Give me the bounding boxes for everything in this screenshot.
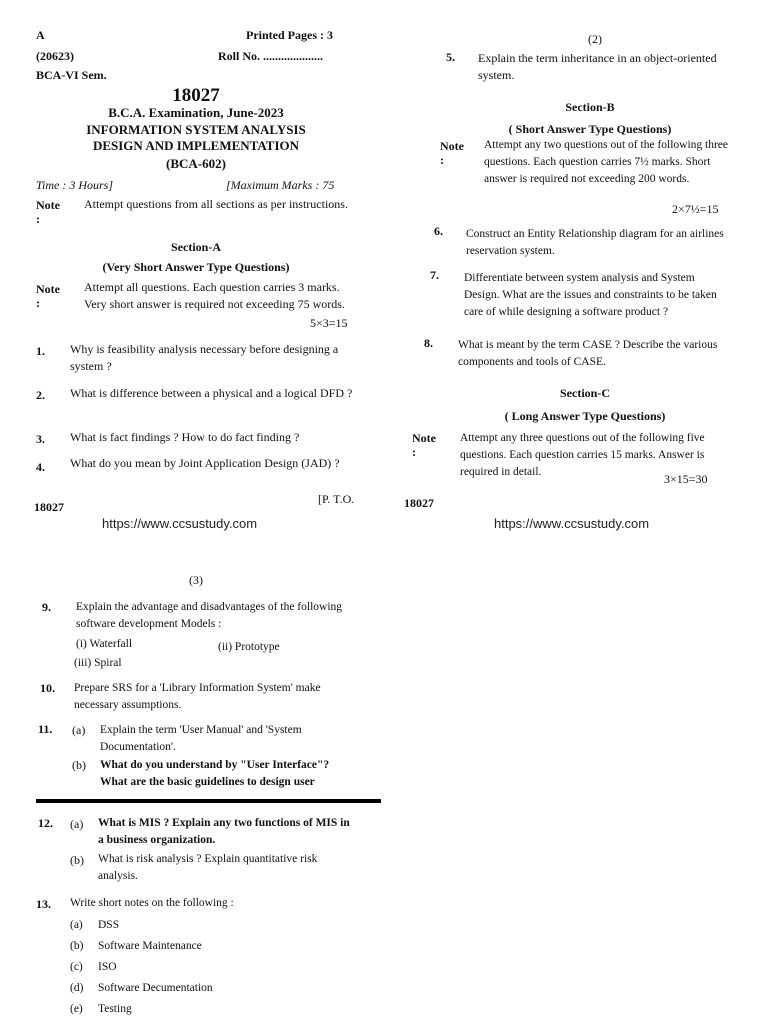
option-spiral: (iii) Spiral: [74, 657, 122, 669]
question-number: 7.: [430, 268, 439, 282]
pto-label: [P. T.O.: [318, 492, 355, 506]
page-number: (3): [189, 573, 203, 587]
section-a-subtitle: (Very Short Answer Type Questions): [102, 260, 290, 274]
list-item-label: (e): [70, 1003, 83, 1015]
list-item: DSS: [98, 919, 120, 931]
question-text: What do you understand by "User Interface"? What are the basic guidelines to design user: [100, 759, 330, 788]
note2-label: Note :: [412, 431, 436, 459]
question-text: What is difference between a physical and a logical DFD ?: [70, 386, 353, 400]
note-text: Attempt questions from all sections as per instructions.: [84, 197, 348, 211]
question-text: What is risk analysis ? Explain quantitative risk analysis.: [98, 853, 318, 882]
part-label: (a): [72, 723, 86, 737]
question-text: Differentiate between system analysis and System Design. What are the issues and constraints to be taken care of while designing a software product ?: [464, 272, 717, 318]
question-number: 11.: [38, 722, 53, 736]
note-marks: 2×7½=15: [672, 202, 719, 216]
question-text: Explain the term 'User Manual' and 'System Documentation'.: [100, 724, 302, 753]
section-b-title: Section-B: [565, 100, 615, 114]
roll-no: Roll No. ....................: [218, 49, 323, 63]
section-c-subtitle: ( Long Answer Type Questions): [504, 409, 666, 423]
subject-line-2: DESIGN AND IMPLEMENTATION: [92, 138, 300, 153]
question-text: Construct an Entity Relationship diagram for an airlines reservation system.: [466, 228, 724, 257]
footer-code: 18027: [34, 500, 64, 514]
question-number: 3.: [36, 432, 45, 446]
question-number: 9.: [42, 600, 51, 614]
note2-text: Attempt all questions. Each question carries 3 marks. Very short answer is required not exceeding 75 words.: [84, 280, 345, 311]
max-marks: [Maximum Marks : 75: [226, 178, 335, 192]
note-label: Note :: [36, 198, 60, 226]
part-label: (b): [70, 853, 84, 867]
list-item-label: (c): [70, 961, 83, 973]
question-text: What is fact findings ? How to do fact finding ?: [70, 430, 300, 444]
list-item-label: (b): [70, 940, 84, 952]
note2-marks: 5×3=15: [310, 316, 348, 330]
list-item-label: (d): [70, 982, 84, 994]
list-item-label: (a): [70, 919, 83, 931]
question-text: Why is feasibility analysis necessary before designing a system ?: [70, 342, 339, 373]
series-label: A: [36, 28, 45, 42]
exam-title: B.C.A. Examination, June-2023: [108, 105, 284, 120]
note2-marks: 3×15=30: [664, 472, 708, 486]
printed-pages: Printed Pages : 3: [246, 28, 333, 42]
note2-text: Attempt any three questions out of the following five questions. Each question carries 15 marks. Answer is required in detail.: [460, 432, 705, 478]
note-text: Attempt any two questions out of the following three questions. Each question carries 7½ marks. Short answer is required not exceeding 200 words.: [484, 139, 729, 185]
watermark-url: https://www.ccsustudy.com: [494, 516, 650, 531]
page-number: (2): [588, 32, 602, 46]
list-item: Software Decumentation: [98, 982, 213, 994]
option-waterfall: (i) Waterfall: [76, 638, 133, 650]
page-cut-line: [36, 799, 381, 803]
question-number: 8.: [424, 336, 433, 350]
subject-line-1: INFORMATION SYSTEM ANALYSIS: [86, 122, 306, 137]
time-label: Time : 3 Hours]: [36, 178, 114, 192]
question-text: Write short notes on the following :: [70, 897, 234, 909]
question-number: 5.: [446, 50, 455, 64]
option-prototype: (ii) Prototype: [218, 641, 280, 653]
list-item: Testing: [98, 1003, 132, 1015]
section-b-subtitle: ( Short Answer Type Questions): [508, 122, 672, 136]
footer-code: 18027: [404, 496, 434, 510]
section-c-title: Section-C: [560, 386, 610, 400]
subject-code: (BCA-602): [166, 156, 226, 171]
watermark-url: https://www.ccsustudy.com: [102, 516, 258, 531]
question-text: Explain the advantage and disadvantages of the following software development Models :: [76, 601, 343, 630]
question-text: Explain the term inheritance in an object-oriented system.: [478, 51, 717, 82]
question-number: 12.: [38, 816, 53, 830]
part-label: (b): [72, 758, 86, 772]
question-number: 4.: [36, 460, 45, 474]
question-number: 2.: [36, 388, 45, 402]
note-label: Note :: [440, 139, 464, 167]
list-item: Software Maintenance: [98, 940, 202, 952]
question-number: 6.: [434, 224, 443, 238]
question-text: What do you mean by Joint Application Design (JAD) ?: [70, 456, 340, 470]
paper-code: (20623): [36, 49, 74, 63]
question-number: 1.: [36, 344, 45, 358]
question-text: What is MIS ? Explain any two functions of MIS in a business organization.: [98, 817, 350, 846]
list-item: ISO: [98, 961, 117, 973]
question-number: 10.: [40, 681, 55, 695]
class-label: BCA-VI Sem.: [36, 68, 107, 82]
part-label: (a): [70, 817, 84, 831]
paper-number: 18027: [172, 85, 220, 106]
question-text: Prepare SRS for a 'Library Information System' make necessary assumptions.: [74, 682, 321, 711]
question-number: 13.: [36, 897, 51, 911]
question-text: What is meant by the term CASE ? Describe the various components and tools of CASE.: [458, 339, 718, 368]
note2-label: Note :: [36, 282, 60, 310]
section-a-title: Section-A: [171, 240, 221, 254]
